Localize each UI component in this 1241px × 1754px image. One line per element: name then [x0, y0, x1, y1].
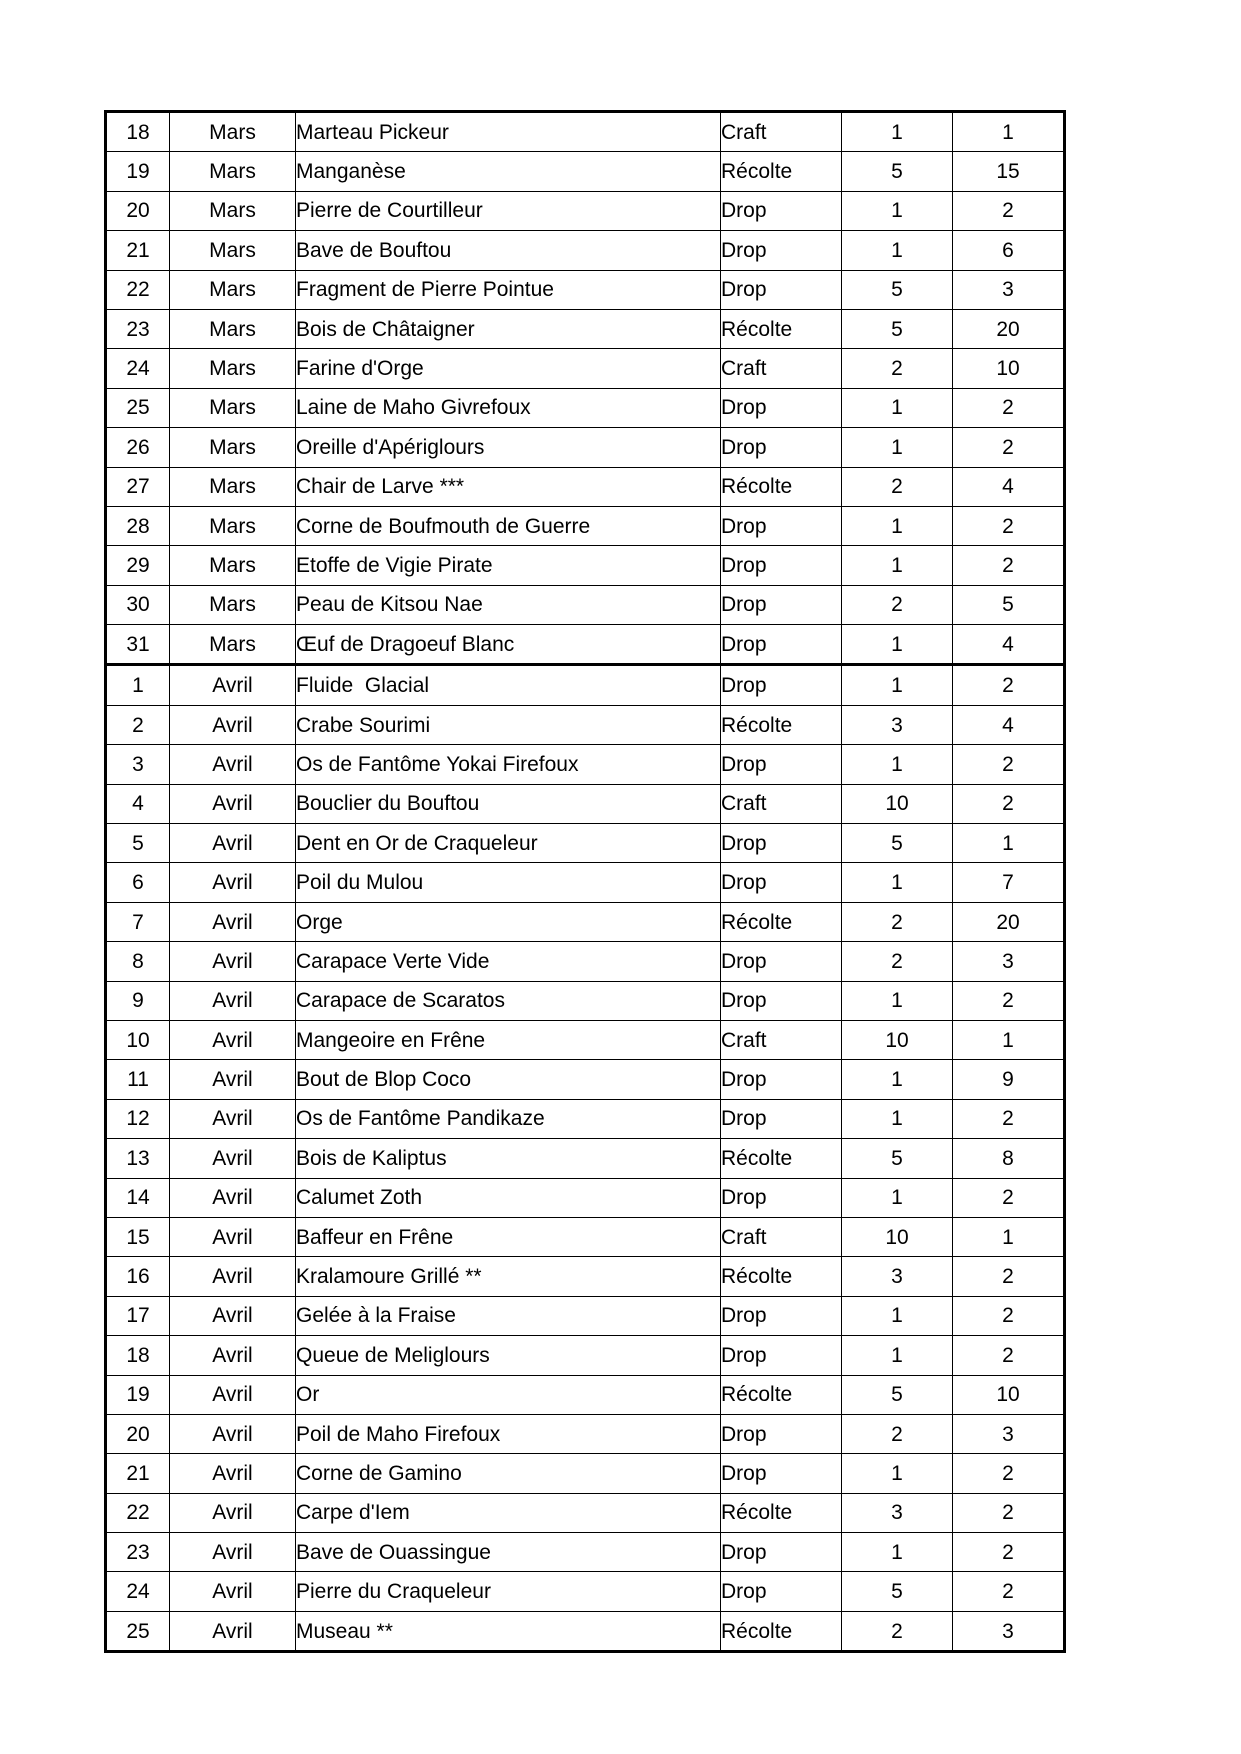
- table-row: [106, 1493, 1065, 1532]
- quantity-1-cell: 10: [842, 784, 953, 823]
- obtention-type-cell: Craft: [721, 1217, 842, 1256]
- quantity-1-cell: 5: [842, 270, 953, 309]
- quantity-1-cell: 10: [842, 1217, 953, 1256]
- obtention-type-cell: Drop: [721, 428, 842, 467]
- obtention-type-cell: Récolte: [721, 902, 842, 941]
- item-name-cell: Kralamoure Grillé **: [296, 1257, 721, 1296]
- day-cell: 22: [106, 270, 170, 309]
- table-row: [106, 1099, 1065, 1138]
- month-cell: Mars: [170, 546, 296, 585]
- table-row: [106, 152, 1065, 191]
- month-cell: Avril: [170, 1139, 296, 1178]
- obtention-type-cell: Drop: [721, 191, 842, 230]
- month-cell: Mars: [170, 506, 296, 545]
- item-name-cell: Oreille d'Apériglours: [296, 428, 721, 467]
- item-name-cell: Manganèse: [296, 152, 721, 191]
- day-cell: 25: [106, 1611, 170, 1651]
- table-row: [106, 942, 1065, 981]
- table-row: [106, 705, 1065, 744]
- month-cell: Mars: [170, 625, 296, 665]
- quantity-2-cell: 2: [953, 1454, 1065, 1493]
- quantity-1-cell: 2: [842, 902, 953, 941]
- quantity-1-cell: 1: [842, 1178, 953, 1217]
- table-row: [106, 1454, 1065, 1493]
- item-name-cell: Chair de Larve ***: [296, 467, 721, 506]
- day-cell: 19: [106, 152, 170, 191]
- quantity-2-cell: 4: [953, 625, 1065, 665]
- quantity-2-cell: 2: [953, 191, 1065, 230]
- quantity-2-cell: 1: [953, 1020, 1065, 1059]
- quantity-1-cell: 2: [842, 1414, 953, 1453]
- obtention-type-cell: Récolte: [721, 152, 842, 191]
- day-cell: 6: [106, 863, 170, 902]
- obtention-type-cell: Récolte: [721, 1257, 842, 1296]
- item-name-cell: Or: [296, 1375, 721, 1414]
- day-cell: 14: [106, 1178, 170, 1217]
- obtention-type-cell: Drop: [721, 1533, 842, 1572]
- quantity-1-cell: 1: [842, 1060, 953, 1099]
- quantity-1-cell: 1: [842, 506, 953, 545]
- quantity-2-cell: 4: [953, 467, 1065, 506]
- quantity-2-cell: 20: [953, 309, 1065, 348]
- month-cell: Avril: [170, 1020, 296, 1059]
- quantity-2-cell: 2: [953, 388, 1065, 427]
- day-cell: 10: [106, 1020, 170, 1059]
- month-cell: Avril: [170, 981, 296, 1020]
- month-cell: Mars: [170, 152, 296, 191]
- table-row: [106, 1572, 1065, 1611]
- obtention-type-cell: Craft: [721, 112, 842, 152]
- obtention-type-cell: Drop: [721, 1454, 842, 1493]
- table-row: [106, 428, 1065, 467]
- item-name-cell: Fluide Glacial: [296, 665, 721, 705]
- quantity-2-cell: 2: [953, 745, 1065, 784]
- month-cell: Avril: [170, 1414, 296, 1453]
- item-name-cell: Marteau Pickeur: [296, 112, 721, 152]
- month-cell: Avril: [170, 1572, 296, 1611]
- day-cell: 9: [106, 981, 170, 1020]
- day-cell: 24: [106, 1572, 170, 1611]
- item-name-cell: Orge: [296, 902, 721, 941]
- table-row: [106, 824, 1065, 863]
- day-cell: 30: [106, 585, 170, 624]
- day-cell: 16: [106, 1257, 170, 1296]
- quantity-1-cell: 3: [842, 1493, 953, 1532]
- quantity-2-cell: 2: [953, 546, 1065, 585]
- quantity-1-cell: 1: [842, 745, 953, 784]
- table-row: [106, 1139, 1065, 1178]
- quantity-2-cell: 10: [953, 349, 1065, 388]
- day-cell: 5: [106, 824, 170, 863]
- item-name-cell: Gelée à la Fraise: [296, 1296, 721, 1335]
- quantity-1-cell: 2: [842, 349, 953, 388]
- quantity-2-cell: 7: [953, 863, 1065, 902]
- quantity-1-cell: 2: [842, 585, 953, 624]
- item-name-cell: Œuf de Dragoeuf Blanc: [296, 625, 721, 665]
- quantity-1-cell: 1: [842, 1454, 953, 1493]
- day-cell: 3: [106, 745, 170, 784]
- item-name-cell: Bois de Kaliptus: [296, 1139, 721, 1178]
- quantity-1-cell: 1: [842, 1533, 953, 1572]
- day-cell: 23: [106, 309, 170, 348]
- obtention-type-cell: Craft: [721, 1020, 842, 1059]
- day-cell: 11: [106, 1060, 170, 1099]
- item-name-cell: Os de Fantôme Yokai Firefoux: [296, 745, 721, 784]
- month-cell: Avril: [170, 705, 296, 744]
- quantity-2-cell: 5: [953, 585, 1065, 624]
- quantity-1-cell: 5: [842, 1572, 953, 1611]
- quantity-2-cell: 2: [953, 981, 1065, 1020]
- table-row: [106, 1414, 1065, 1453]
- table-row: [106, 270, 1065, 309]
- day-cell: 18: [106, 1336, 170, 1375]
- day-cell: 1: [106, 665, 170, 705]
- quantity-2-cell: 2: [953, 1533, 1065, 1572]
- table-row: [106, 585, 1065, 624]
- item-name-cell: Pierre de Courtilleur: [296, 191, 721, 230]
- obtention-type-cell: Drop: [721, 1099, 842, 1138]
- quantity-1-cell: 1: [842, 1336, 953, 1375]
- item-name-cell: Poil de Maho Firefoux: [296, 1414, 721, 1453]
- obtention-type-cell: Drop: [721, 231, 842, 270]
- obtention-type-cell: Récolte: [721, 1139, 842, 1178]
- table-row: [106, 1296, 1065, 1335]
- month-cell: Avril: [170, 1178, 296, 1217]
- month-cell: Mars: [170, 270, 296, 309]
- obtention-type-cell: Drop: [721, 942, 842, 981]
- month-cell: Mars: [170, 309, 296, 348]
- quantity-2-cell: 3: [953, 1414, 1065, 1453]
- quantity-1-cell: 5: [842, 309, 953, 348]
- table-row: [106, 231, 1065, 270]
- loot-calendar-table-body: [106, 112, 1065, 1652]
- quantity-2-cell: 1: [953, 1217, 1065, 1256]
- quantity-2-cell: 3: [953, 270, 1065, 309]
- month-cell: Avril: [170, 902, 296, 941]
- day-cell: 4: [106, 784, 170, 823]
- month-cell: Avril: [170, 1296, 296, 1335]
- day-cell: 25: [106, 388, 170, 427]
- quantity-2-cell: 1: [953, 824, 1065, 863]
- item-name-cell: Carapace de Scaratos: [296, 981, 721, 1020]
- quantity-2-cell: 9: [953, 1060, 1065, 1099]
- table-row: [106, 1375, 1065, 1414]
- table-row: [106, 625, 1065, 665]
- quantity-2-cell: 6: [953, 231, 1065, 270]
- item-name-cell: Pierre du Craqueleur: [296, 1572, 721, 1611]
- month-cell: Avril: [170, 1454, 296, 1493]
- item-name-cell: Bois de Châtaigner: [296, 309, 721, 348]
- quantity-2-cell: 2: [953, 1493, 1065, 1532]
- quantity-2-cell: 2: [953, 784, 1065, 823]
- quantity-2-cell: 2: [953, 1257, 1065, 1296]
- day-cell: 2: [106, 705, 170, 744]
- obtention-type-cell: Récolte: [721, 309, 842, 348]
- obtention-type-cell: Drop: [721, 1296, 842, 1335]
- obtention-type-cell: Drop: [721, 625, 842, 665]
- obtention-type-cell: Récolte: [721, 467, 842, 506]
- quantity-2-cell: 2: [953, 1336, 1065, 1375]
- item-name-cell: Dent en Or de Craqueleur: [296, 824, 721, 863]
- obtention-type-cell: Drop: [721, 1336, 842, 1375]
- item-name-cell: Corne de Boufmouth de Guerre: [296, 506, 721, 545]
- day-cell: 15: [106, 1217, 170, 1256]
- day-cell: 29: [106, 546, 170, 585]
- obtention-type-cell: Drop: [721, 1060, 842, 1099]
- item-name-cell: Carpe d'Iem: [296, 1493, 721, 1532]
- quantity-2-cell: 2: [953, 1572, 1065, 1611]
- item-name-cell: Fragment de Pierre Pointue: [296, 270, 721, 309]
- quantity-1-cell: 10: [842, 1020, 953, 1059]
- month-cell: Avril: [170, 745, 296, 784]
- month-cell: Avril: [170, 665, 296, 705]
- item-name-cell: Mangeoire en Frêne: [296, 1020, 721, 1059]
- month-cell: Avril: [170, 1217, 296, 1256]
- obtention-type-cell: Drop: [721, 1572, 842, 1611]
- quantity-2-cell: 20: [953, 902, 1065, 941]
- obtention-type-cell: Drop: [721, 585, 842, 624]
- day-cell: 22: [106, 1493, 170, 1532]
- day-cell: 19: [106, 1375, 170, 1414]
- month-cell: Avril: [170, 1533, 296, 1572]
- obtention-type-cell: Craft: [721, 784, 842, 823]
- obtention-type-cell: Drop: [721, 745, 842, 784]
- quantity-2-cell: 3: [953, 1611, 1065, 1651]
- quantity-2-cell: 2: [953, 1099, 1065, 1138]
- loot-calendar-table: [104, 110, 1066, 1653]
- month-cell: Avril: [170, 942, 296, 981]
- item-name-cell: Bout de Blop Coco: [296, 1060, 721, 1099]
- day-cell: 24: [106, 349, 170, 388]
- item-name-cell: Carapace Verte Vide: [296, 942, 721, 981]
- day-cell: 26: [106, 428, 170, 467]
- quantity-1-cell: 2: [842, 1611, 953, 1651]
- quantity-1-cell: 5: [842, 1139, 953, 1178]
- table-row: [106, 902, 1065, 941]
- quantity-2-cell: 1: [953, 112, 1065, 152]
- day-cell: 12: [106, 1099, 170, 1138]
- item-name-cell: Bave de Bouftou: [296, 231, 721, 270]
- obtention-type-cell: Récolte: [721, 1611, 842, 1651]
- item-name-cell: Corne de Gamino: [296, 1454, 721, 1493]
- quantity-1-cell: 1: [842, 428, 953, 467]
- item-name-cell: Laine de Maho Givrefoux: [296, 388, 721, 427]
- quantity-1-cell: 1: [842, 1296, 953, 1335]
- obtention-type-cell: Craft: [721, 349, 842, 388]
- table-row: [106, 1020, 1065, 1059]
- table-row: [106, 1178, 1065, 1217]
- table-row: [106, 1611, 1065, 1651]
- table-row: [106, 309, 1065, 348]
- quantity-1-cell: 3: [842, 1257, 953, 1296]
- obtention-type-cell: Drop: [721, 981, 842, 1020]
- quantity-1-cell: 1: [842, 625, 953, 665]
- table-row: [106, 191, 1065, 230]
- item-name-cell: Poil du Mulou: [296, 863, 721, 902]
- quantity-2-cell: 2: [953, 1178, 1065, 1217]
- quantity-1-cell: 5: [842, 152, 953, 191]
- month-cell: Mars: [170, 231, 296, 270]
- month-cell: Avril: [170, 1611, 296, 1651]
- day-cell: 20: [106, 1414, 170, 1453]
- month-cell: Mars: [170, 467, 296, 506]
- table-row: [106, 506, 1065, 545]
- item-name-cell: Baffeur en Frêne: [296, 1217, 721, 1256]
- quantity-1-cell: 5: [842, 1375, 953, 1414]
- quantity-2-cell: 4: [953, 705, 1065, 744]
- month-cell: Avril: [170, 1493, 296, 1532]
- obtention-type-cell: Drop: [721, 824, 842, 863]
- month-cell: Avril: [170, 1375, 296, 1414]
- quantity-2-cell: 2: [953, 428, 1065, 467]
- month-cell: Avril: [170, 1099, 296, 1138]
- month-cell: Avril: [170, 824, 296, 863]
- month-cell: Avril: [170, 784, 296, 823]
- quantity-2-cell: 2: [953, 506, 1065, 545]
- table-row: [106, 1217, 1065, 1256]
- month-cell: Avril: [170, 1257, 296, 1296]
- quantity-1-cell: 3: [842, 705, 953, 744]
- obtention-type-cell: Drop: [721, 388, 842, 427]
- month-cell: Mars: [170, 585, 296, 624]
- day-cell: 7: [106, 902, 170, 941]
- day-cell: 27: [106, 467, 170, 506]
- quantity-1-cell: 1: [842, 546, 953, 585]
- day-cell: 31: [106, 625, 170, 665]
- obtention-type-cell: Drop: [721, 1178, 842, 1217]
- obtention-type-cell: Drop: [721, 270, 842, 309]
- item-name-cell: Peau de Kitsou Nae: [296, 585, 721, 624]
- obtention-type-cell: Récolte: [721, 705, 842, 744]
- table-row: [106, 467, 1065, 506]
- item-name-cell: Bave de Ouassingue: [296, 1533, 721, 1572]
- quantity-2-cell: 10: [953, 1375, 1065, 1414]
- day-cell: 23: [106, 1533, 170, 1572]
- obtention-type-cell: Récolte: [721, 1493, 842, 1532]
- table-row: [106, 1336, 1065, 1375]
- obtention-type-cell: Drop: [721, 665, 842, 705]
- item-name-cell: Calumet Zoth: [296, 1178, 721, 1217]
- table-row: [106, 784, 1065, 823]
- day-cell: 21: [106, 1454, 170, 1493]
- item-name-cell: Museau **: [296, 1611, 721, 1651]
- quantity-1-cell: 1: [842, 1099, 953, 1138]
- month-cell: Avril: [170, 1060, 296, 1099]
- quantity-1-cell: 1: [842, 191, 953, 230]
- day-cell: 13: [106, 1139, 170, 1178]
- quantity-2-cell: 8: [953, 1139, 1065, 1178]
- day-cell: 21: [106, 231, 170, 270]
- item-name-cell: Bouclier du Bouftou: [296, 784, 721, 823]
- month-cell: Mars: [170, 191, 296, 230]
- table-row: [106, 863, 1065, 902]
- month-cell: Mars: [170, 428, 296, 467]
- obtention-type-cell: Drop: [721, 506, 842, 545]
- quantity-2-cell: 2: [953, 665, 1065, 705]
- quantity-1-cell: 1: [842, 388, 953, 427]
- quantity-1-cell: 2: [842, 942, 953, 981]
- quantity-2-cell: 2: [953, 1296, 1065, 1335]
- table-row: [106, 745, 1065, 784]
- quantity-1-cell: 1: [842, 665, 953, 705]
- obtention-type-cell: Drop: [721, 546, 842, 585]
- table-row: [106, 665, 1065, 705]
- day-cell: 17: [106, 1296, 170, 1335]
- month-cell: Avril: [170, 1336, 296, 1375]
- month-cell: Avril: [170, 863, 296, 902]
- obtention-type-cell: Drop: [721, 1414, 842, 1453]
- table-row: [106, 112, 1065, 152]
- quantity-1-cell: 1: [842, 112, 953, 152]
- obtention-type-cell: Récolte: [721, 1375, 842, 1414]
- quantity-1-cell: 1: [842, 863, 953, 902]
- day-cell: 8: [106, 942, 170, 981]
- quantity-1-cell: 1: [842, 231, 953, 270]
- month-cell: Mars: [170, 112, 296, 152]
- item-name-cell: Farine d'Orge: [296, 349, 721, 388]
- table-row: [106, 546, 1065, 585]
- month-cell: Mars: [170, 349, 296, 388]
- quantity-1-cell: 1: [842, 981, 953, 1020]
- table-row: [106, 1257, 1065, 1296]
- day-cell: 28: [106, 506, 170, 545]
- obtention-type-cell: Drop: [721, 863, 842, 902]
- quantity-1-cell: 5: [842, 824, 953, 863]
- table-row: [106, 981, 1065, 1020]
- day-cell: 18: [106, 112, 170, 152]
- item-name-cell: Etoffe de Vigie Pirate: [296, 546, 721, 585]
- table-row: [106, 349, 1065, 388]
- item-name-cell: Queue de Meliglours: [296, 1336, 721, 1375]
- quantity-1-cell: 2: [842, 467, 953, 506]
- item-name-cell: Crabe Sourimi: [296, 705, 721, 744]
- month-cell: Mars: [170, 388, 296, 427]
- quantity-2-cell: 15: [953, 152, 1065, 191]
- table-row: [106, 388, 1065, 427]
- table-row: [106, 1060, 1065, 1099]
- item-name-cell: Os de Fantôme Pandikaze: [296, 1099, 721, 1138]
- table-row: [106, 1533, 1065, 1572]
- day-cell: 20: [106, 191, 170, 230]
- quantity-2-cell: 3: [953, 942, 1065, 981]
